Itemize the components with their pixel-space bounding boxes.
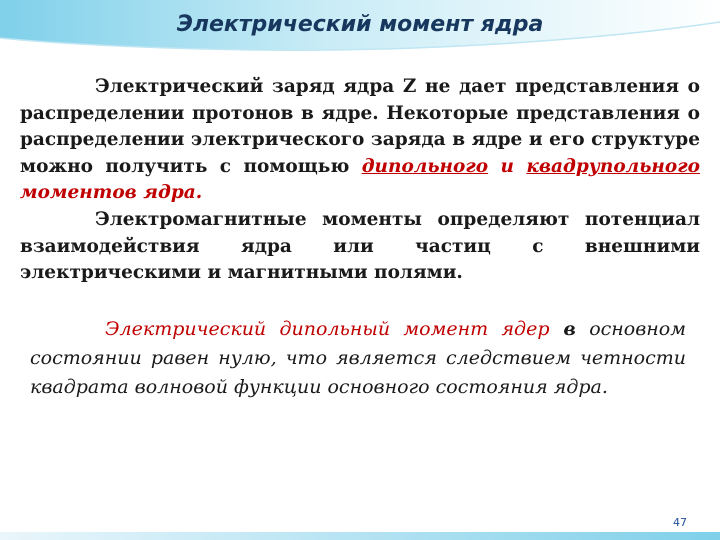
paragraph-electromagnetic: Электромагнитные моменты определяют потенциал взаимодействия ядра или частиц с внешними электрическими и магнитными полями. — [20, 208, 700, 284]
quadrupole-link-text: квадрупольного — [526, 155, 700, 177]
footer-band — [0, 532, 720, 540]
slide-title: Электрический момент ядра — [176, 12, 544, 37]
dipole-moment-phrase: Электрический дипольный момент ядер — [105, 318, 550, 340]
moments-text: моментов ядра. — [20, 182, 203, 204]
page-number: 47 — [673, 516, 687, 529]
dipole-rest-text: основном состоянии равен нулю, что является следствием четности квадрата волновой функции основного состояния ядра. — [30, 318, 686, 398]
main-text-block — [20, 74, 700, 287]
paragraph-charge-text: Электрический заряд ядра Z не дает представления о распределении протонов в ядре. Некоторые представления о распределении электрического заряда в ядре и его структуре можно получить с помощью — [20, 76, 700, 177]
dipole-link-text: дипольного — [361, 155, 489, 177]
paragraph-charge — [20, 74, 700, 207]
conjunction-text: и — [488, 155, 527, 177]
paragraph-dipole — [30, 315, 686, 402]
preposition-text: в — [549, 318, 576, 340]
dipole-moment-text-block — [30, 315, 686, 402]
